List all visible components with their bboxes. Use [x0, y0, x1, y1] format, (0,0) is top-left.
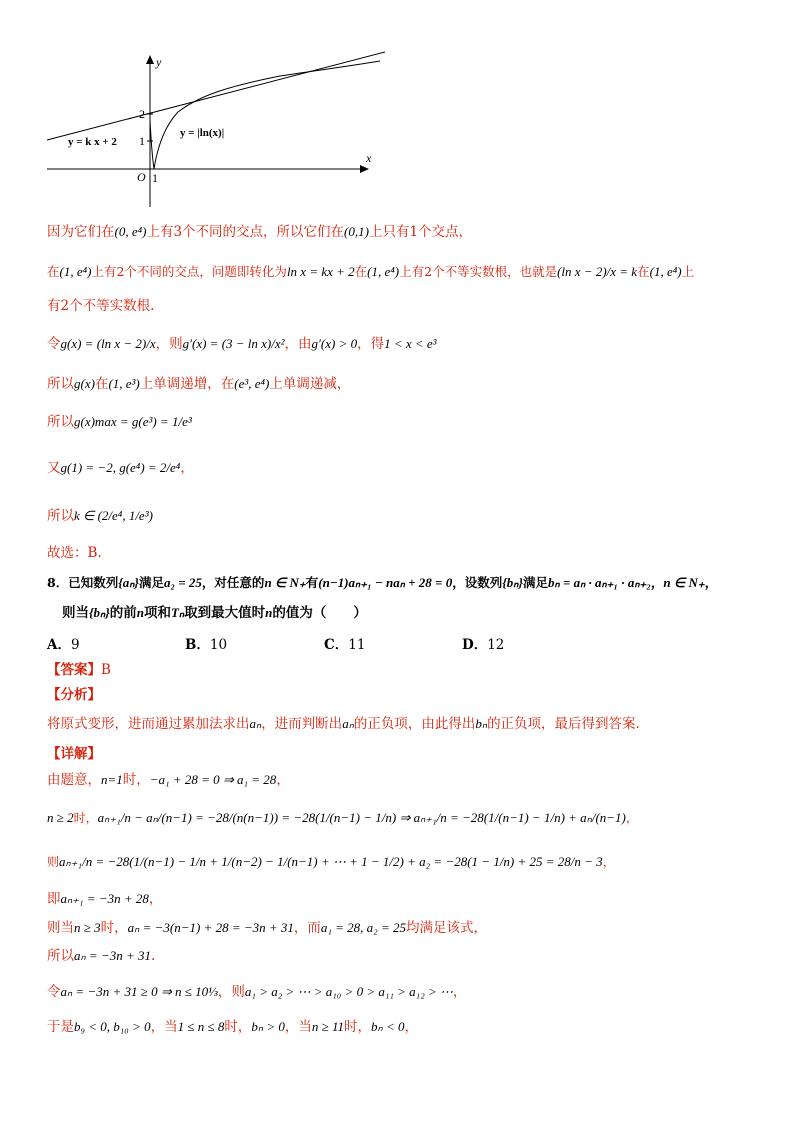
answer-line: [47, 660, 111, 680]
solution-conclusion: 故选：B.: [47, 545, 102, 561]
solution-line-3: 有2个不等实数根.: [47, 298, 155, 314]
solution-line-1: 因为它们在(0, e⁴)上有3个不同的交点，所以它们在(0,1)上只有1个交点，: [47, 224, 473, 240]
curve-abs-ln-x: [150, 61, 380, 169]
detail-line-8: 于是b₉ < 0, b₁₀ > 0，当1 ≤ n ≤ 8时，bₙ > 0，当n ≥ 11时，bₙ < 0，: [47, 1019, 418, 1035]
question-8-line-2: 则当{bₙ}的前n项和Tₙ取到最大值时n的值为（ ）: [62, 605, 367, 621]
y-axis-label: y: [156, 55, 162, 69]
detail-line-1: 由题意，n=1时，−a₁ + 28 = 0 ⇒ a₁ = 28，: [47, 772, 290, 788]
y-axis-arrow: [146, 55, 154, 64]
detail-line-3: 则aₙ₊₁/n = −28(1/(n−1) − 1/n + 1/(n−2) − 1/(n−1) + ⋯ + 1 − 1/2) + a₂ = −28(1 − 1/n) + 25 = 28/n − 3，: [47, 854, 615, 869]
question-8-line-1: 8．已知数列{aₙ}满足a₂ = 25，对任意的n ∈ N₊有(n−1)aₙ₊₁ − naₙ + 28 = 0，设数列{bₙ}满足bₙ = aₙ · aₙ₊₁ · aₙ₊₂，n ∈ N₊，: [47, 575, 718, 590]
detail-line-6: 所以aₙ = −3n + 31.: [47, 948, 156, 964]
analysis-tag: 【分析】: [47, 687, 101, 703]
solution-line-7: 又g(1) = −2, g(e⁴) = 2/e⁴，: [47, 460, 194, 476]
function-graph: [0, 0, 793, 215]
origin-label: O: [137, 170, 146, 184]
curve-label: y = |ln(x)|: [180, 127, 225, 139]
analysis-text: 将原式变形，进而通过累加法求出aₙ，进而判断出aₙ的正负项，由此得出bₙ的正负项，最后得到答案.: [47, 716, 640, 732]
answer-tag: 【答案】: [47, 662, 101, 678]
x-axis-arrow: [360, 165, 369, 173]
solution-line-2: 在(1, e⁴)上有2个不同的交点，问题即转化为ln x = kx + 2在(1, e⁴)上有2个不等实数根，也就是(ln x − 2)/x = k在(1, e⁴)上: [47, 264, 695, 279]
y-tick-1-label: 1: [139, 134, 145, 148]
detail-line-7: 令aₙ = −3n + 31 ≥ 0 ⇒ n ≤ 10⅓，则a₁ > a₂ > ⋯ > a₁₀ > 0 > a₁₁ > a₁₂ > ⋯，: [47, 984, 467, 1000]
line-label: y = k x + 2: [68, 136, 117, 148]
y-tick-2-label: 2: [139, 107, 145, 121]
solution-line-8: 所以k ∈ (2/e⁴, 1/e³): [47, 508, 153, 524]
solution-line-6: 所以g(x)max = g(e³) = 1/e³: [47, 414, 192, 430]
detail-line-4: 即aₙ₊₁ = −3n + 28，: [47, 891, 163, 907]
x-axis-label: x: [366, 151, 372, 165]
detail-tag: 【详解】: [47, 746, 101, 762]
option-a[interactable]: A．9: [47, 637, 80, 653]
detail-line-2: n ≥ 2时，aₙ₊₁/n − aₙ/(n−1) = −28/(n(n−1)) = −28(1/(n−1) − 1/n) ⇒ aₙ₊₁/n = −28(1/(n−1) − 1/n) + aₙ/(n−1)，: [47, 810, 638, 825]
solution-line-4: 令g(x) = (ln x − 2)/x，则g′(x) = (3 − ln x)/x²，由g′(x) > 0，得1 < x < e³: [47, 336, 437, 352]
detail-line-5: 则当n ≥ 3时，aₙ = −3(n−1) + 28 = −3n + 31，而a₁ = 28, a₂ = 25均满足该式，: [47, 920, 487, 936]
x-tick-1-label: 1: [152, 171, 158, 185]
option-d[interactable]: D．12: [462, 637, 505, 653]
option-b[interactable]: B．10: [185, 637, 228, 653]
solution-line-5: 所以g(x)在(1, e³)上单调递增，在(e³, e⁴)上单调递减，: [47, 376, 351, 392]
answer-value: B: [101, 662, 111, 678]
option-c[interactable]: C．11: [324, 637, 366, 653]
